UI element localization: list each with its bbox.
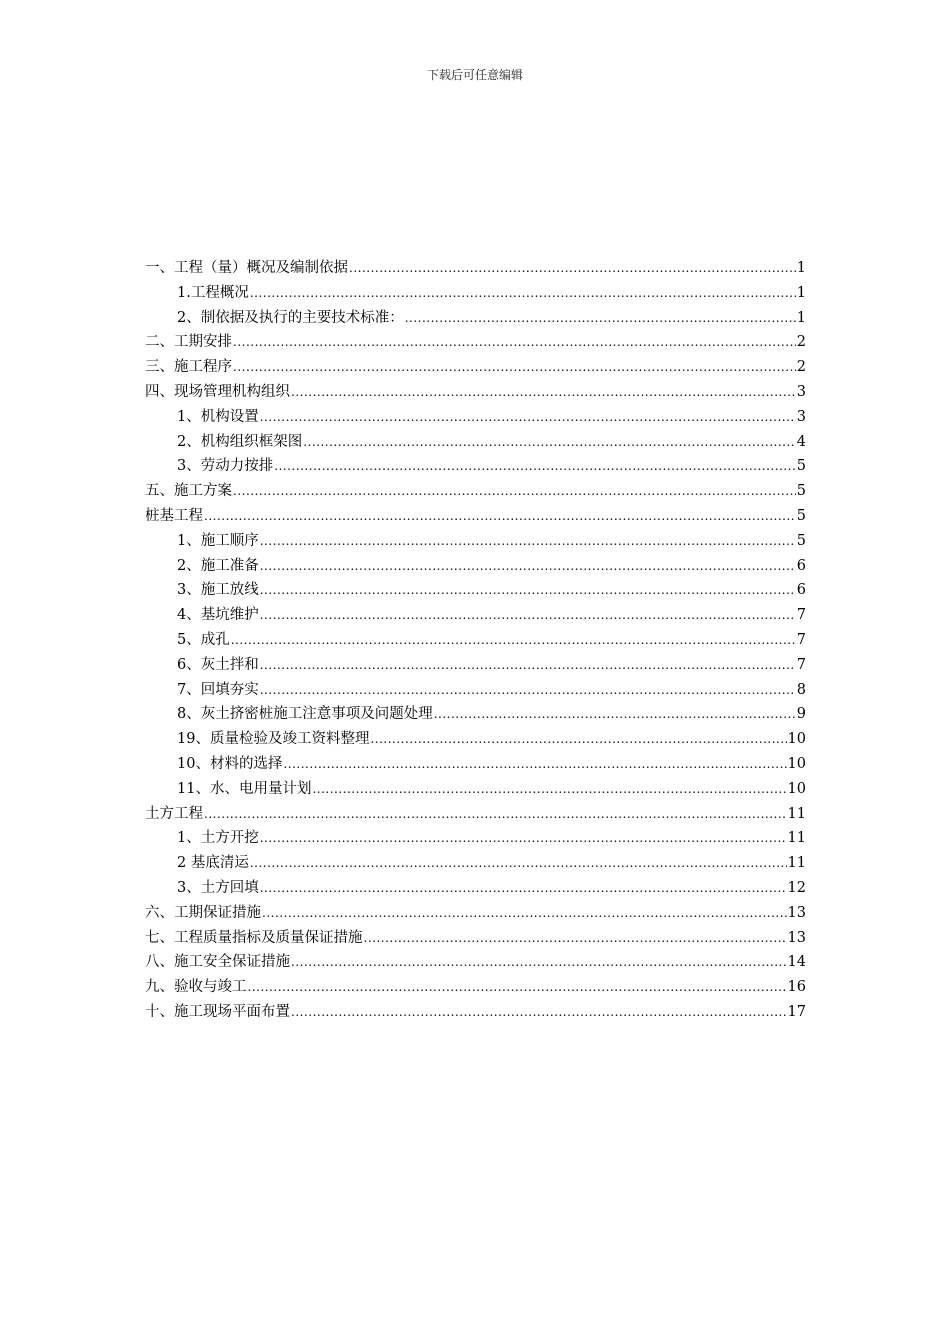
- toc-entry-title: 五、施工方案: [145, 483, 232, 500]
- toc-entry[interactable]: [145, 926, 806, 951]
- toc-dot-leader: [262, 901, 787, 926]
- toc-entry-page-number: 10: [787, 731, 806, 748]
- toc-entry-title: 6、灰土拌和: [177, 656, 259, 673]
- toc-dot-leader: [260, 826, 787, 851]
- toc-entry-page-number: 11: [787, 805, 806, 822]
- toc-entry-page-number: 5: [796, 532, 806, 549]
- toc-entry[interactable]: [145, 1000, 806, 1025]
- toc-entry-page-number: 3: [796, 383, 806, 400]
- toc-entry-page-number: 14: [787, 954, 806, 971]
- toc-entry-title: 1、土方开挖: [177, 830, 259, 847]
- toc-entry-title: 七、工程质量指标及质量保证措施: [145, 929, 363, 946]
- toc-entry[interactable]: [145, 281, 806, 306]
- toc-dot-leader: [231, 628, 796, 653]
- toc-dot-leader: [291, 950, 787, 975]
- toc-entry[interactable]: [145, 950, 806, 975]
- toc-entry[interactable]: [145, 851, 806, 876]
- toc-dot-leader: [364, 926, 787, 951]
- toc-entry[interactable]: [145, 975, 806, 1000]
- toc-entry[interactable]: [145, 306, 806, 331]
- toc-entry-title: 土方工程: [145, 805, 203, 822]
- toc-entry[interactable]: [145, 479, 806, 504]
- toc-entry-title: 3、施工放线: [177, 582, 259, 599]
- toc-entry-page-number: 7: [796, 631, 806, 648]
- toc-entry-page-number: 7: [796, 607, 806, 624]
- toc-entry-title: 3、土方回填: [177, 879, 259, 896]
- toc-entry-page-number: 3: [796, 408, 806, 425]
- toc-dot-leader: [291, 1000, 787, 1025]
- toc-entry-title: 三、施工程序: [145, 359, 232, 376]
- toc-dot-leader: [260, 554, 796, 579]
- toc-entry-page-number: 11: [787, 855, 806, 872]
- toc-entry-title: 1、机构设置: [177, 408, 259, 425]
- toc-entry-page-number: 8: [796, 681, 806, 698]
- toc-entry[interactable]: [145, 529, 806, 554]
- toc-entry-title: 7、回填夯实: [177, 681, 259, 698]
- toc-entry-title: 二、工期安排: [145, 334, 232, 351]
- toc-entry-title: 5、成孔: [177, 631, 230, 648]
- toc-entry-page-number: 1: [796, 309, 806, 326]
- toc-entry[interactable]: [145, 578, 806, 603]
- toc-dot-leader: [204, 802, 787, 827]
- toc-entry-title: 1.工程概况: [177, 284, 249, 301]
- toc-entry[interactable]: [145, 554, 806, 579]
- toc-dot-leader: [260, 578, 796, 603]
- toc-entry-title: 8、灰土挤密桩施工注意事项及问题处理: [177, 706, 433, 723]
- toc-entry-page-number: 6: [796, 557, 806, 574]
- toc-entry[interactable]: [145, 355, 806, 380]
- toc-dot-leader: [260, 529, 796, 554]
- toc-entry-title: 10、材料的选择: [177, 755, 283, 772]
- toc-entry-title: 11、水、电用量计划: [177, 780, 312, 797]
- toc-entry-page-number: 13: [787, 929, 806, 946]
- toc-dot-leader: [248, 975, 787, 1000]
- toc-entry-page-number: 5: [796, 483, 806, 500]
- toc-dot-leader: [233, 330, 796, 355]
- toc-dot-leader: [434, 702, 796, 727]
- toc-entry[interactable]: [145, 727, 806, 752]
- toc-dot-leader: [370, 727, 786, 752]
- toc-dot-leader: [233, 355, 796, 380]
- toc-entry-title: 2、制依据及执行的主要技术标准：: [177, 309, 404, 326]
- toc-dot-leader: [291, 380, 796, 405]
- toc-dot-leader: [283, 752, 786, 777]
- toc-entry-page-number: 2: [796, 359, 806, 376]
- toc-dot-leader: [250, 851, 787, 876]
- toc-entry-title: 一、工程（量）概况及编制依据: [145, 260, 348, 276]
- toc-entry-page-number: 4: [796, 433, 806, 450]
- toc-dot-leader: [405, 306, 796, 331]
- toc-entry-page-number: 6: [796, 582, 806, 599]
- toc-entry-title: 1、施工顺序: [177, 532, 259, 549]
- toc-entry-page-number: 10: [787, 755, 806, 772]
- toc-entry-page-number: 17: [787, 1003, 806, 1020]
- toc-entry[interactable]: [145, 330, 806, 355]
- toc-entry-title: 八、施工安全保证措施: [145, 954, 290, 971]
- toc-entry-page-number: 7: [796, 656, 806, 673]
- toc-entry-title: 4、基坑维护: [177, 607, 259, 624]
- toc-entry[interactable]: [145, 777, 806, 802]
- toc-entry-title: 桩基工程: [145, 507, 203, 524]
- toc-entry-page-number: 12: [787, 879, 806, 896]
- toc-entry-page-number: 1: [796, 260, 806, 276]
- toc-entry[interactable]: [145, 876, 806, 901]
- toc-entry-title: 2 基底清运: [177, 855, 249, 872]
- toc-entry[interactable]: [145, 430, 806, 455]
- toc-entry-page-number: 13: [787, 904, 806, 921]
- toc-entry-page-number: 2: [796, 334, 806, 351]
- toc-entry-page-number: 9: [796, 706, 806, 723]
- toc-entry-title: 十、施工现场平面布置: [145, 1003, 290, 1020]
- toc-dot-leader: [250, 281, 796, 306]
- toc-entry-title: 六、工期保证措施: [145, 904, 261, 921]
- toc-entry-page-number: 16: [787, 979, 806, 996]
- toc-entry-title: 3、劳动力按排: [177, 458, 274, 475]
- toc-entry[interactable]: [145, 678, 806, 703]
- toc-entry[interactable]: [145, 405, 806, 430]
- toc-entry-title: 2、机构组织框架图: [177, 433, 303, 450]
- toc-entry[interactable]: [145, 380, 806, 405]
- toc-entry[interactable]: [145, 628, 806, 653]
- toc-dot-leader: [274, 454, 796, 479]
- toc-entry[interactable]: [145, 702, 806, 727]
- toc-dot-leader: [260, 405, 796, 430]
- toc-dot-leader: [303, 430, 796, 455]
- toc-entry[interactable]: [145, 901, 806, 926]
- toc-dot-leader: [349, 256, 796, 281]
- toc-entry-page-number: 1: [796, 284, 806, 301]
- toc-entry[interactable]: [145, 653, 806, 678]
- toc-entry[interactable]: [145, 752, 806, 777]
- toc-dot-leader: [260, 603, 796, 628]
- toc-dot-leader: [204, 504, 796, 529]
- toc-entry-title: 19、质量检验及竣工资料整理: [177, 731, 370, 748]
- toc-entry-page-number: 5: [796, 458, 806, 475]
- toc-dot-leader: [260, 653, 796, 678]
- toc-entry-page-number: 5: [796, 507, 806, 524]
- toc-entry[interactable]: [145, 454, 806, 479]
- toc-dot-leader: [312, 777, 786, 802]
- toc-dot-leader: [233, 479, 796, 504]
- toc-entry-title: 九、验收与竣工: [145, 979, 247, 996]
- table-of-contents: [145, 256, 806, 1025]
- toc-entry[interactable]: [145, 504, 806, 529]
- toc-entry-page-number: 11: [787, 830, 806, 847]
- toc-entry[interactable]: [145, 826, 806, 851]
- toc-entry-title: 四、现场管理机构组织: [145, 383, 290, 400]
- toc-dot-leader: [260, 678, 796, 703]
- toc-entry[interactable]: [145, 603, 806, 628]
- header-note: 下载后可任意编辑: [426, 68, 523, 82]
- toc-entry-page-number: 10: [787, 780, 806, 797]
- toc-dot-leader: [260, 876, 787, 901]
- toc-entry[interactable]: [145, 802, 806, 827]
- toc-entry[interactable]: [145, 256, 806, 281]
- toc-entry-title: 2、施工准备: [177, 557, 259, 574]
